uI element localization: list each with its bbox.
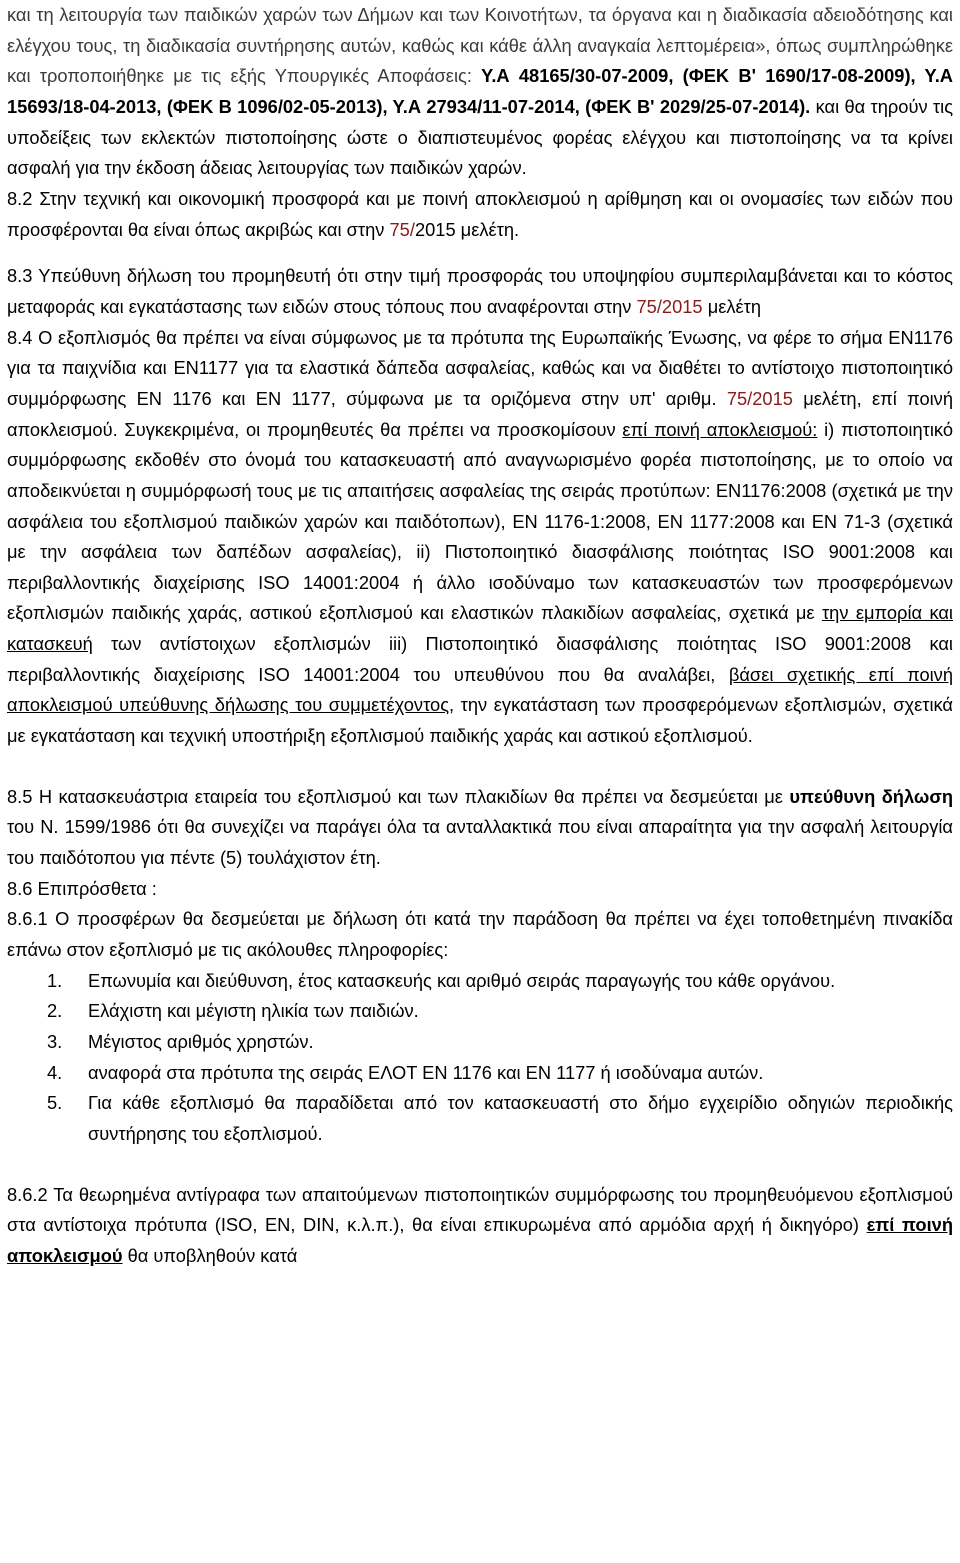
list-item [47, 1088, 953, 1149]
declaration-underlined: βάσει σχετικής επί ποινή αποκλεισμού υπεύθυνης δήλωσης του συμμετέχοντος [7, 663, 953, 716]
section-8-4-text-4: των αντίστοιχων εξοπλισμών iii) Πιστοποιητικό διασφάλισης ποιότητας ISO 9001:2008 και περιβαλλοντικής διαχείρισης ISO 14001:2004 του υπευθύνου που θα αναλάβει, [7, 633, 953, 685]
ministerial-decisions: Υ.Α 48165/30-07-2009, (ΦΕΚ Β' 1690/17-08-2009), Υ.Α 15693/18-04-2013, (ΦΕΚ Β 1096/02-05-2013), Υ.Α 27934/11-07-2014, (ΦΕΚ Β' 2029/25-07-2014). [7, 65, 954, 117]
responsible-declaration: υπεύθυνη δήλωση [789, 785, 954, 807]
section-8-4-text: 8.4 Ο εξοπλισμός θα πρέπει να είναι σύμφωνος με τα πρότυπα της Ευρωπαϊκής Ένωσης, να φέρε το σήμα ΕΝ1176 για τα παιχνίδια και ΕΝ1177 για τα ελαστικά δάπεδα ασφαλείας, καθώς και να διαθέτει το αντίστοιχο πιστοποιητικό συμμόρφωσης ΕΝ 1176 και ΕΝ 1177, σύμφωνα με τα οριζόμενα στην υπ' αριθμ. [7, 326, 953, 409]
list-item [47, 1027, 953, 1058]
section-8-4-text-3: i) πιστοποιητικό συμμόρφωσης εκδοθέν στο όνομά του κατασκευαστή από αναγνωρισμένο φορέα πιστοποίησης, με το οποίο να αποδεικνύεται η συμμόρφωσή τους με τις απαιτήσεις ασφαλείας της σειράς προτύπων: ΕΝ1176:2008 (σχετικά με την ασφάλεια του εξοπλισμού παιδικών χαρών και παιδότοπων), ΕΝ 1176-1:2008, ΕΝ 1177:2008 και ΕΝ 71-3 (σχετικά με την ασφάλεια των δαπέδων ασφαλείας), ii) Πιστοποιητικό διασφάλισης ποιότητας ISO 9001:2008 και περιβαλλοντικής διαχείρισης ISO 14001:2004 ή άλλο ισοδύναμο των κατασκευαστών των προσφερόμενων εξοπλισμών παιδικής χαράς, αστικού εξοπλισμού και ελαστικών πλακιδίων ασφαλείας, σχετικά με [7, 418, 953, 624]
study-reference: 75/2015 [636, 295, 703, 317]
list-number: 4. [47, 1061, 63, 1083]
list-text: αναφορά στα πρότυπα της σειράς ΕΛΟΤ ΕΝ 1176 και ΕΝ 1177 ή ισοδύναμα αυτών. [88, 1061, 764, 1083]
list-item [47, 996, 953, 1027]
trade-construction-underlined: την εμπορία και κατασκευή [7, 602, 953, 655]
list-text: Επωνυμία και διεύθυνση, έτος κατασκευής και αριθμό σειράς παραγωγής του κάθε οργάνου. [88, 969, 836, 991]
section-8-4-text-2: μελέτη, επί ποινή αποκλεισμού. Συγκεκριμένα, οι προμηθευτές θα πρέπει να προσκομίσουν [7, 387, 953, 440]
study-reference: 75/ [389, 218, 415, 240]
list-number: 1. [47, 969, 63, 991]
spacer [7, 752, 953, 782]
list-number: 2. [47, 1000, 63, 1022]
section-8-4-end: , την εγκατάσταση των προσφερόμενων εξοπλισμών, σχετικά με εγκατάσταση και τεχνική υποστήριξη εξοπλισμού παιδικής χαράς και αστικού εξοπλισμού. [7, 694, 953, 747]
paragraph-intro [7, 0, 953, 184]
intro-continuation: και θα τηρούν τις υποδείξεις των εκλεκτών πιστοποίησης ώστε ο διαπιστευμένος φορέας ελέγχου και πιστοποίησης να τα κρίνει ασφαλή για την έκδοση άδειας λειτουργίας των παιδικών χαρών. [7, 95, 954, 179]
spacer [7, 1150, 953, 1180]
section-8-5 [7, 782, 953, 874]
list-item [47, 1058, 953, 1089]
list-text: Για κάθε εξοπλισμό θα παραδίδεται από τον κατασκευαστή στο δήμο εγχειρίδιο οδηγιών περιοδικής συντήρησης του εξοπλισμού. [88, 1092, 953, 1144]
exclusion-bold-underlined: επί ποινή αποκλεισμού [7, 1214, 953, 1266]
list-text: Μέγιστος αριθμός χρηστών. [88, 1031, 314, 1052]
list-number: 5. [47, 1092, 63, 1114]
section-8-4 [7, 323, 953, 752]
section-8-6-2-end: θα υποβληθούν κατά [122, 1244, 298, 1266]
section-8-6-2 [7, 1180, 953, 1272]
list-item [47, 966, 953, 997]
list-text: Ελάχιστη και μέγιστη ηλικία των παιδιών. [88, 1000, 419, 1022]
section-8-2-end: 2015 μελέτη. [414, 218, 520, 240]
section-8-6-1: 8.6.1 Ο προσφέρων θα δεσμεύεται με δήλωση ότι κατά την παράδοση θα πρέπει να έχει τοποθετημένη πινακίδα επάνω στον εξοπλισμό με τις ακόλουθες πληροφορίες: [7, 908, 953, 961]
section-8-6-title: 8.6 Επιπρόσθετα : [7, 877, 157, 899]
intro-text: και τη λειτουργία των παιδικών χαρών των Δήμων και των Κοινοτήτων, τα όργανα και η διαδικασία αδειοδότησης και ελέγχου τους, τη διαδικασία συντήρησης αυτών, καθώς και κάθε άλλη αναγκαία λεπτομέρεια», όπως συμπληρώθηκε και τροποποιήθηκε με τις εξής Υπουργικές Αποφάσεις: [7, 4, 953, 87]
section-8-6-2-text: 8.6.2 Τα θεωρημένα αντίγραφα των απαιτούμενων πιστοποιητικών συμμόρφωσης του προμηθευόμενου εξοπλισμού στα αντίστοιχα πρότυπα (ISO, EN, DIN, κ.λ.π.), θα είναι επικυρωμένα από αρμόδια αρχή ή δικηγόρο) [7, 1183, 953, 1236]
section-8-2-text: 8.2 Στην τεχνική και οικονομική προσφορά και με ποινή αποκλεισμού η αρίθμηση και οι ονομασίες των ειδών που προσφέρονται θα είναι όπως ακριβώς και στην [7, 187, 953, 240]
section-8-3 [7, 261, 953, 322]
section-8-5-text: 8.5 Η κατασκευάστρια εταιρεία του εξοπλισμού και των πλακιδίων θα πρέπει να δεσμεύεται με [7, 785, 790, 807]
list-number: 3. [47, 1031, 63, 1052]
section-8-3-end: μελέτη [702, 295, 762, 317]
section-8-5-end: του Ν. 1599/1986 ότι θα συνεχίζει να παράγει όλα τα ανταλλακτικά που είναι απαραίτητα για την ασφαλή λειτουργία του παιδότοπου για πέντε (5) τουλάχιστον έτη. [7, 816, 953, 869]
exclusion-underlined: επί ποινή αποκλεισμού: [622, 418, 818, 440]
section-8-3-text: 8.3 Υπεύθυνη δήλωση του προμηθευτή ότι στην τιμή προσφοράς του υποψηφίου συμπεριλαμβάνεται και το κόστος μεταφοράς και εγκατάστασης των ειδών στους τόπους που αναφέρονται στην [7, 265, 953, 317]
section-8-2 [7, 184, 953, 245]
spacer [7, 245, 953, 261]
study-reference: 75/2015 [726, 387, 793, 409]
plate-info-list [7, 966, 953, 1150]
